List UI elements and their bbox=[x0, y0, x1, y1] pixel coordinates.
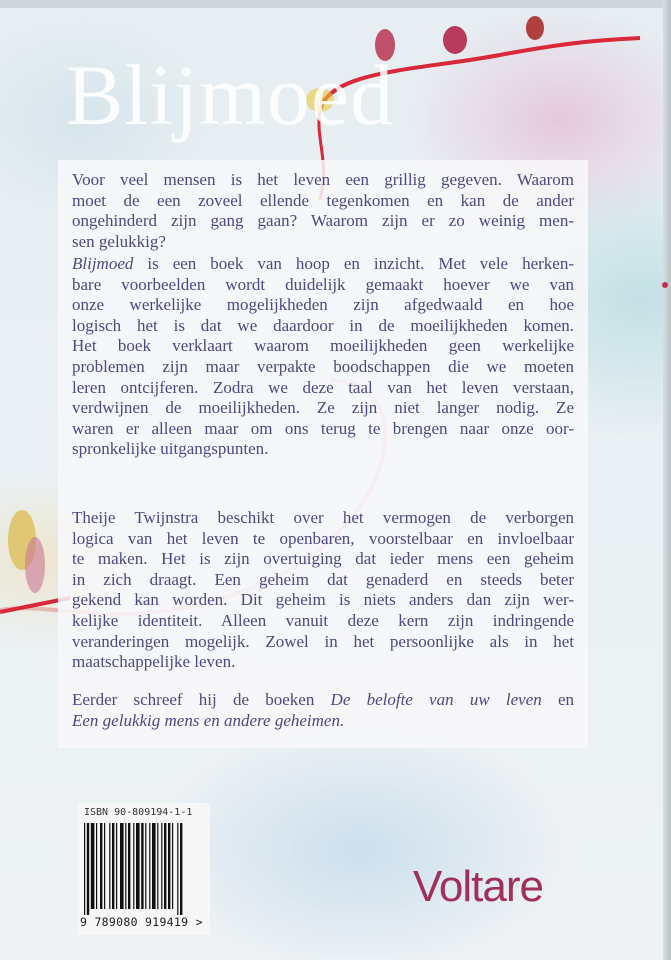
barcode-bar bbox=[177, 823, 178, 915]
text-line bbox=[72, 316, 574, 337]
barcode-bar bbox=[145, 823, 146, 909]
barcode-bar bbox=[91, 823, 95, 909]
text-segment: logica van het leven te openbaren, voorstelbaar en invloelbaar bbox=[72, 528, 574, 548]
barcode-bar bbox=[157, 823, 158, 909]
text-segment: waren er alleen maar om ons terug te brengen naar onze oor- bbox=[72, 418, 574, 438]
text-line bbox=[72, 357, 574, 378]
figure-5 bbox=[25, 537, 45, 593]
isbn-label: ISBN 90-809194-1-1 bbox=[84, 807, 193, 818]
text-line bbox=[72, 295, 574, 316]
barcode-bar bbox=[164, 823, 166, 909]
text-line bbox=[72, 711, 574, 732]
text-line bbox=[72, 336, 574, 357]
barcode-bar bbox=[172, 823, 173, 909]
text-segment: leren ontcijferen. Zodra we deze taal van het leven verstaan, bbox=[72, 377, 574, 397]
text-line bbox=[72, 439, 574, 460]
book-title: Blijmoed bbox=[66, 47, 395, 143]
italic-title: De belofte van uw leven bbox=[330, 690, 542, 709]
text-segment: in zich draagt. Een geheim dat genaderd en steeds beter bbox=[72, 569, 574, 589]
text-segment: logisch het is dat we daardoor in de moeilijkheden komen. bbox=[72, 315, 574, 335]
barcode-bar bbox=[152, 823, 156, 909]
text-segment: is een boek van hoop en inzicht. Met vele herken- bbox=[133, 254, 574, 273]
barcode-bar bbox=[96, 823, 97, 909]
text-line bbox=[72, 652, 574, 673]
figure-3 bbox=[526, 16, 544, 40]
text-line bbox=[72, 549, 574, 570]
barcode-bar bbox=[125, 823, 126, 909]
barcode-bar bbox=[161, 823, 162, 909]
text-line bbox=[72, 508, 574, 529]
text-segment: spronkelijke uitgangspunten. bbox=[72, 439, 269, 459]
text-line bbox=[72, 254, 574, 275]
dot-right bbox=[662, 282, 668, 288]
text-line bbox=[72, 191, 574, 212]
text-line bbox=[72, 232, 574, 253]
text-line bbox=[72, 170, 574, 191]
text-segment: veranderingen mogelijk. Zowel in het persoonlijke als in het bbox=[72, 631, 574, 651]
barcode-bar bbox=[109, 823, 110, 909]
text-segment: kelijke identiteit. Alleen vanuit deze kern zijn indringende bbox=[72, 610, 574, 630]
text-segment: Theije Twijnstra beschikt over het vermogen de verborgen bbox=[72, 508, 574, 527]
paragraph bbox=[72, 508, 574, 673]
barcode-icon bbox=[84, 823, 202, 915]
figure-2 bbox=[443, 26, 467, 54]
text-line bbox=[72, 611, 574, 632]
text-segment: en bbox=[541, 690, 575, 709]
text-segment: sen gelukkig? bbox=[72, 231, 166, 251]
barcode-bar bbox=[87, 823, 89, 915]
text-segment: moet de een zoveel ellende tegenkomen en kan de ander bbox=[72, 190, 574, 210]
italic-title: Een gelukkig mens en andere geheimen. bbox=[72, 710, 345, 730]
barcode-block bbox=[78, 803, 210, 935]
text-line bbox=[72, 419, 574, 440]
italic-title: Blijmoed bbox=[72, 254, 134, 273]
barcode-bar bbox=[180, 823, 182, 915]
text-segment: maatschappelijke leven. bbox=[72, 652, 236, 672]
barcode-bar bbox=[128, 823, 130, 909]
text-segment: verdwijnen de moeilijkheden. Ze zijn niet langer nodig. Ze bbox=[72, 398, 574, 418]
text-line bbox=[72, 211, 574, 232]
text-line bbox=[72, 378, 574, 399]
barcode-bar bbox=[133, 823, 134, 909]
barcode-bar bbox=[120, 823, 124, 909]
text-segment: gekend kan worden. Dit geheim is niets anders dan zijn wer- bbox=[72, 590, 574, 610]
barcode-bar bbox=[149, 823, 150, 909]
text-segment: onze werkelijke mogelijkheden zijn afgedwaald en hoe bbox=[72, 295, 574, 315]
text-segment: Het boek verklaart waarom moeilijkheden geen werkelijke bbox=[72, 336, 574, 356]
publisher-logo: Voltare bbox=[413, 862, 543, 911]
text-segment: bare voorbeelden wordt duidelijk gemaakt hoever we van bbox=[72, 274, 574, 294]
text-line bbox=[72, 570, 574, 591]
text-segment: problemen zijn maar verpakte boodschappen die we moeten bbox=[72, 356, 574, 376]
text-line bbox=[72, 590, 574, 611]
barcode-bar bbox=[100, 823, 102, 909]
text-line bbox=[72, 690, 574, 711]
ean-digits: 9 789080 919419 > bbox=[80, 915, 203, 929]
text-segment: te maken. Het is zijn overtuiging dat ieder mens een geheim bbox=[72, 549, 574, 569]
barcode-bar bbox=[104, 823, 105, 909]
barcode-bar bbox=[168, 823, 170, 909]
text-segment: Eerder schreef hij de boeken bbox=[72, 690, 331, 709]
paragraph bbox=[72, 170, 574, 252]
text-line bbox=[72, 275, 574, 296]
barcode-bar bbox=[116, 823, 117, 909]
text-segment: Voor veel mensen is het leven een grillig gegeven. Waarom bbox=[72, 170, 574, 189]
text-segment: ongehinderd zijn gang gaan? Waarom zijn er zo weinig men- bbox=[72, 211, 574, 231]
barcode-bar bbox=[141, 823, 143, 909]
paragraph bbox=[72, 254, 574, 460]
text-line bbox=[72, 398, 574, 419]
barcode-bar bbox=[84, 823, 85, 915]
barcode-bar bbox=[112, 823, 114, 909]
paragraph bbox=[72, 690, 574, 731]
text-line bbox=[72, 632, 574, 653]
text-line bbox=[72, 529, 574, 550]
barcode-bar bbox=[136, 823, 140, 909]
